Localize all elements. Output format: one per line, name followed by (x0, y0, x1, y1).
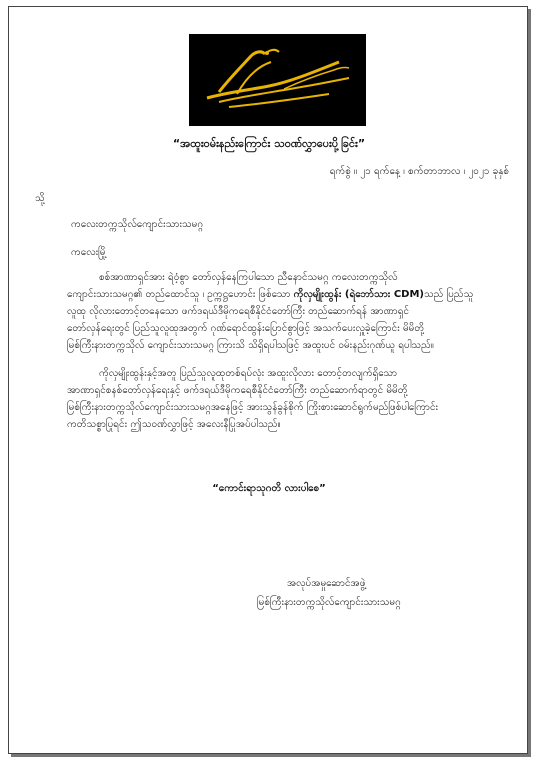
paragraph-2-line: ကတိသစ္စာပြုရင်း ဤသဝဏ်လွှာဖြင့် အလေးနီပြုအပ်ပါသည်။ (67, 419, 281, 430)
signature-organization: မြစ်ကြီးနားတက္ကသိုလ်ကျောင်းသားသမဂ္ဂ (257, 597, 401, 608)
paragraph-1 (67, 269, 507, 354)
signature-committee: အလုပ်အမှုဆောင်အဖွဲ့ (287, 578, 366, 589)
name-highlight: ကိုလှမျိုးထွန်း (ရဲဘော်သား CDM) (293, 289, 424, 300)
text-segment: သည် ပြည်သူ (424, 289, 474, 300)
letter-page (8, 6, 528, 754)
paragraph-1-line: တော်လှန်ရေးတွင် ပြည်သူလူထုအတွက် ဂုဏ်ရောင်ထွန်းပြောင်စွာဖြင့် အသက်ပေးလှူခဲ့ကြောင်း မိမိတို့ (67, 323, 425, 334)
recipient-city: ကလေးမြို့ (71, 247, 108, 258)
letter-date: ရက်စွဲ ။ ၂၁ ရက်နေ့ ၊ စက်တာဘာလ ၊ ၂၀၂၁ ခုနှစ် (329, 166, 509, 177)
paragraph-1-line: လူထု လိုလားတောင့်တနေသော ဖက်ဒရယ်ဒီမိုကရေစီနိုင်ငံတော်ကြီး တည်ဆောက်ရန် အာဏာရှင် (67, 306, 410, 317)
peacock-emblem-icon (189, 34, 366, 126)
paragraph-2-line: အာဏာရှင်စနစ်တော်လှန်ရေးနှင့် ဖက်ဒရယ်ဒီမိုကရေစီနိုင်ငံတော်ကြီး တည်ဆောက်ရာတွင် မိမိတို့ (67, 385, 408, 396)
paragraph-2 (67, 365, 507, 433)
paragraph-2-line: မြစ်ကြီးနားတက္ကသိုလ်ကျောင်းသားသမဂ္ဂအနေဖြင့် အားသွန်ခွန်စိုက် ကြိုးစားဆောင်ရွက်မည်ဖြစ်ပါကြောင်း (67, 402, 439, 413)
paragraph-1-line: မြစ်ကြီးနားတက္ကသိုလ် ကျောင်းသားသမဂ္ဂ ကြားသိ သိရှိရပါသဖြင့် အထူးပင် ဝမ်းနည်းဂုဏ်ယူ ရပါသည်။ (67, 340, 434, 351)
recipient-name: ကလေးတက္ကသိုလ်ကျောင်းသားသမဂ္ဂ (71, 219, 204, 230)
union-logo (189, 34, 366, 126)
closing-slogan: “ကောင်းရာသုဂတိ လားပါစေ” (212, 483, 326, 494)
paragraph-1-line (67, 286, 507, 303)
paragraph-2-line: ကိုလှမျိုးထွန်းနှင့်အတူ ပြည်သူလူထုတစ်ရပ်လုံး အထူးလိုလား တောင့်တလျက်ရှိသော (99, 368, 398, 379)
text-segment: ကျောင်းသားသမဂ္ဂ၏ တည်ထောင်သူ ၊ ဥက္ကဋ္ဌဟောင်း ဖြစ်သော (67, 289, 294, 300)
paragraph-1-line: စစ်အာဏာရှင်အား ရဲဝံ့စွာ တော်လှန်နေကြပါသော ညီနောင်သမဂ္ဂ ကလေးတက္ကသိုလ် (99, 272, 398, 283)
addressee-prefix: သို့ (35, 193, 45, 204)
letter-title: “အထူးဝမ်းနည်းကြောင်း သဝဏ်လွှာပေးပို့ခြင်း” (172, 137, 366, 150)
